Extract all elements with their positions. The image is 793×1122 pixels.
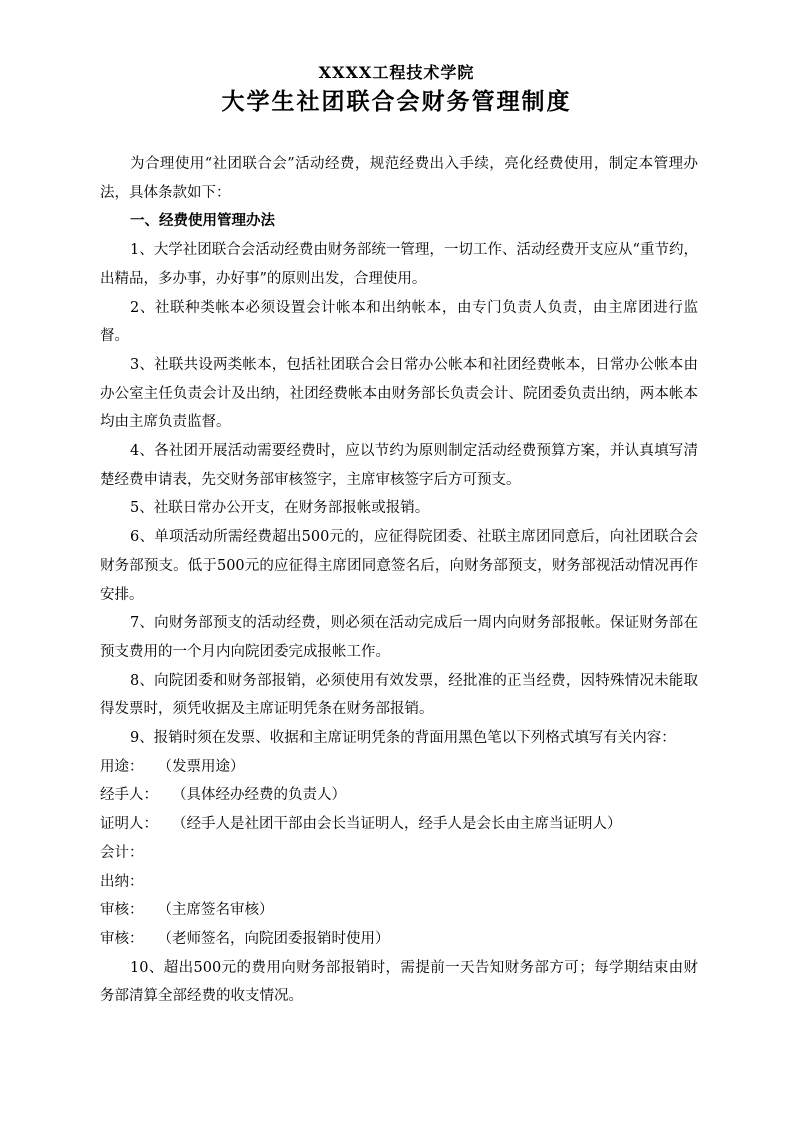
intro-paragraph: 为合理使用“社团联合会”活动经费，规范经费出入手续，亮化经费使用，制定本管理办法，具体条款如下： — [100, 156, 698, 201]
clause-3: 3、社联共设两类帐本，包括社团联合会日常办公帐本和社团经费帐本，日常办公帐本由办公室主任负责会计及出纳，社团经费帐本由财务部长负责会计、院团委负责出纳，两本帐本均由主席负责监督。 — [100, 356, 698, 431]
field-value: （经手人是社团干部由会长当证明人，经手人是会长由主席当证明人） — [172, 816, 622, 833]
field-label: 经手人： — [100, 787, 158, 804]
clause-1: 1、大学社团联合会活动经费由财务部统一管理，一切工作、活动经费开支应从“重节约，出精品，多办事，办好事”的原则出发，合理使用。 — [100, 242, 698, 287]
field-label: 出纳： — [100, 873, 144, 890]
field-accountant — [100, 839, 698, 868]
field-review-chair — [100, 896, 698, 925]
document-title: 大学生社团联合会财务管理制度 — [221, 88, 572, 115]
clause-7: 7、向财务部预支的活动经费，则必须在活动完成后一周内向财务部报帐。保证财务部在预支费用的一个月内向院团委完成报帐工作。 — [100, 615, 698, 660]
clause-2: 2、社联种类帐本必须设置会计帐本和出纳帐本，由专门负责人负责，由主席团进行监督。 — [100, 299, 698, 345]
field-label: 会计： — [100, 844, 144, 861]
field-purpose — [100, 753, 698, 782]
clause-5: 5、社联日常办公开支，在财务部报帐或报销。 — [130, 500, 430, 517]
field-label: 证明人： — [100, 816, 158, 833]
clause-4: 4、各社团开展活动需要经费时，应以节约为原则制定活动经费预算方案，并认真填写清楚经费申请表，先交财务部审核签字，主席审核签字后方可预支。 — [100, 443, 698, 488]
field-label: 用途： — [100, 758, 144, 775]
field-label: 审核： — [100, 930, 144, 947]
field-review-teacher — [100, 925, 698, 954]
field-value: （具体经办经费的负责人） — [172, 787, 346, 804]
clause-8: 8、向院团委和财务部报销，必须使用有效发票，经批准的正当经费，因特殊情况未能取得发票时，须凭收据及主席证明凭条在财务部报销。 — [100, 672, 698, 718]
clause-6: 6、单项活动所需经费超出500元的，应征得院团委、社联主席团同意后，向社团联合会财务部预支。低于500元的应征得主席团同意签名后，向财务部预支，财务部视活动情况再作安排。 — [100, 529, 698, 603]
section-heading: 一、经费使用管理办法 — [130, 212, 275, 230]
field-witness — [100, 810, 698, 839]
institution-name: XXXX工程技术学院 — [318, 63, 475, 82]
field-value: （主席签名审核） — [157, 902, 274, 919]
document-body — [100, 150, 698, 1011]
field-value: （发票用途） — [157, 758, 245, 775]
clause-10: 10、超出500元的费用向财务部报销时，需提前一天告知财务部方可；每学期结束由财务部清算全部经费的收支情况。 — [100, 959, 698, 1005]
field-cashier — [100, 868, 698, 897]
field-handler — [100, 781, 698, 810]
field-value: （老师签名，向院团委报销时使用） — [157, 930, 390, 947]
clause-9: 9、报销时须在发票、收据和主席证明凭条的背面用黑色笔以下列格式填写有关内容： — [130, 730, 676, 747]
field-label: 审核： — [100, 902, 144, 919]
